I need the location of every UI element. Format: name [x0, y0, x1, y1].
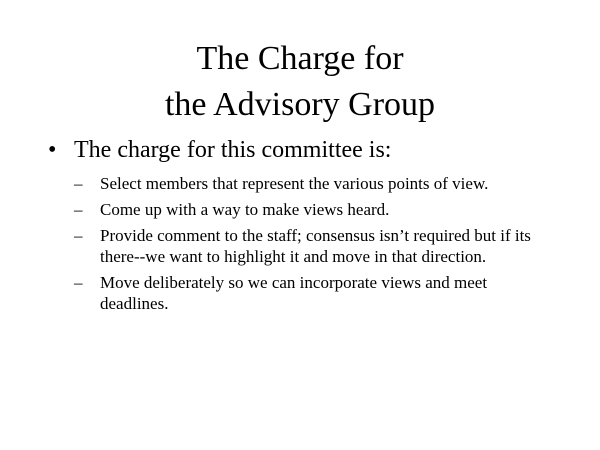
sub-bullet-item: [74, 173, 554, 194]
dash-icon: –: [74, 174, 83, 193]
sub-bullet-text: Move deliberately so we can incorporate views and meet deadlines.: [100, 273, 488, 313]
sub-bullet-item: [74, 199, 554, 220]
sub-bullet-item: [74, 225, 554, 267]
slide-title-line-2: the Advisory Group: [164, 86, 436, 123]
sub-bullet-item: [74, 272, 554, 314]
dash-icon: –: [74, 226, 83, 245]
sub-bullet-text: Select members that represent the various points of view.: [100, 174, 489, 193]
sub-bullet-text: Provide comment to the staff; consensus isn’t required but if its there--we want to highlight it and move in that direction.: [100, 226, 531, 266]
main-bullet-text: The charge for this committee is:: [74, 137, 392, 163]
dash-icon: –: [74, 200, 83, 219]
dash-icon: –: [74, 273, 83, 292]
bullet-icon: •: [48, 137, 57, 163]
slide-title: [0, 36, 600, 128]
sub-bullet-list: [74, 173, 554, 319]
slide-title-line-1: The Charge for: [196, 40, 404, 77]
sub-bullet-text: Come up with a way to make views heard.: [100, 200, 390, 219]
